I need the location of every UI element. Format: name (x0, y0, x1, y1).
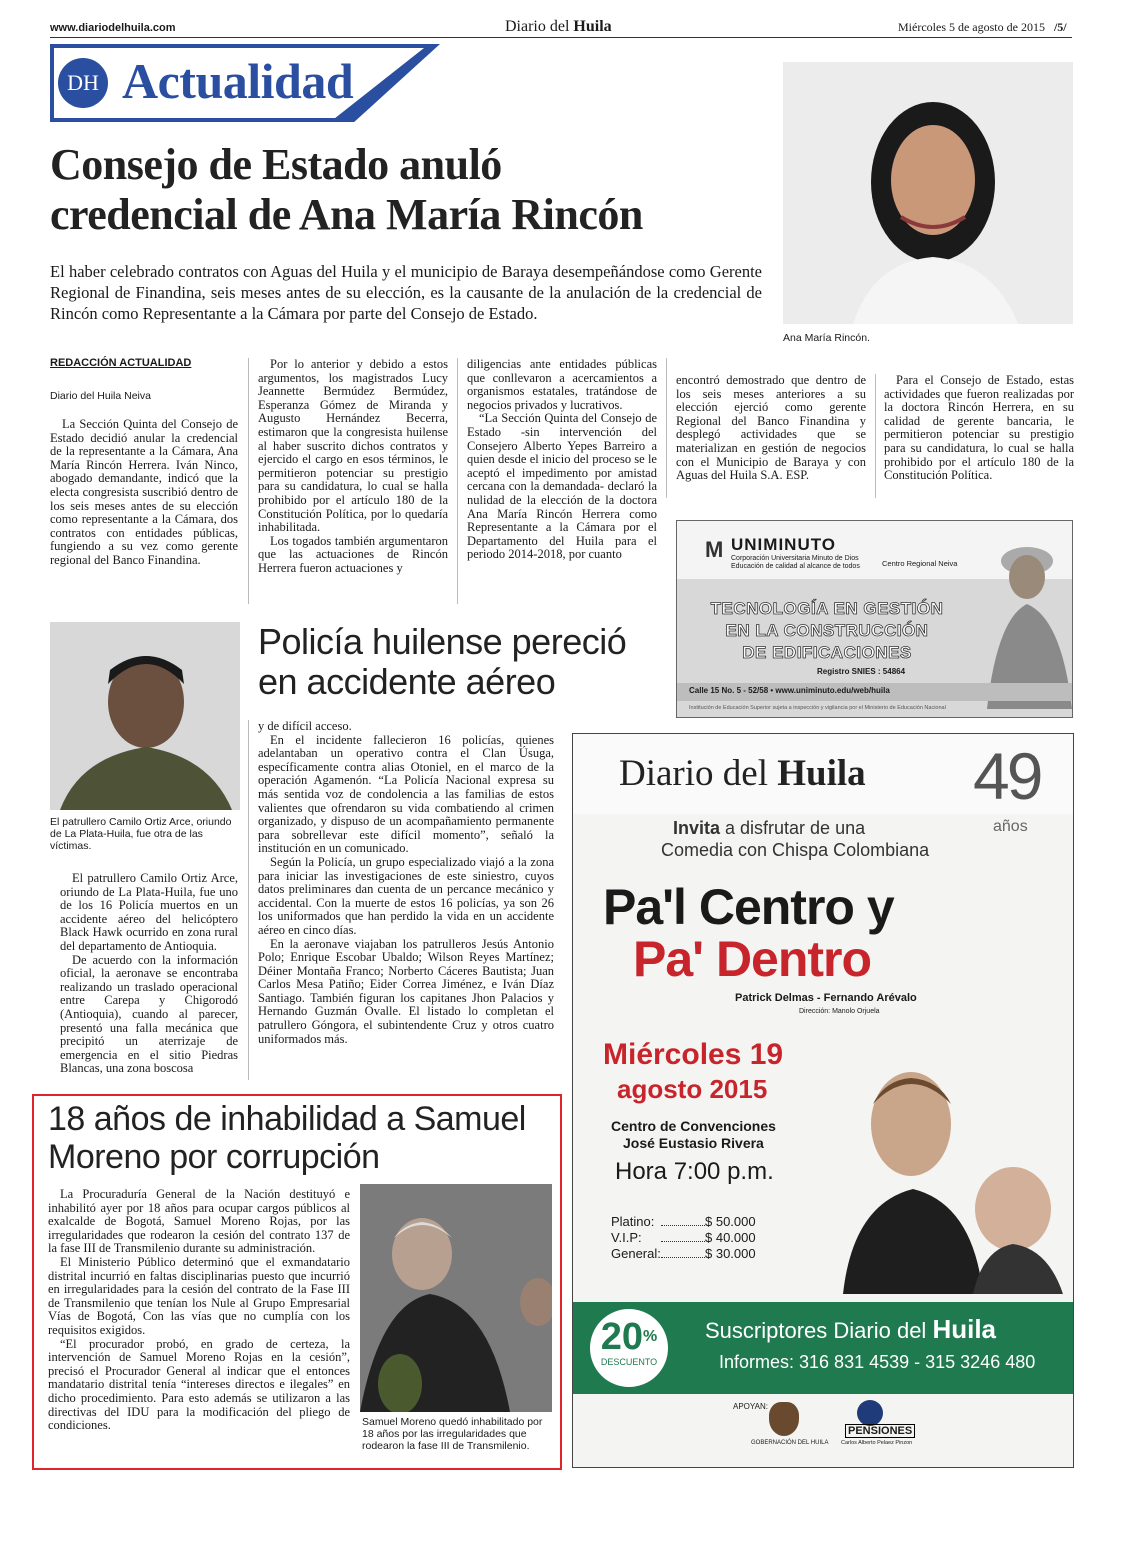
ad-event-cast: Patrick Delmas - Fernando Arévalo (735, 992, 917, 1004)
price-label: Platino: (611, 1214, 655, 1229)
masthead-title-bold: Huila (573, 18, 612, 35)
price-row (611, 1246, 756, 1262)
article1-photo-caption: Ana María Rincón. (783, 332, 870, 344)
ad-event-anniv-num: 49 (973, 739, 1041, 813)
masthead-title-plain: Diario del (505, 18, 574, 35)
discount-pct: % (643, 1328, 658, 1345)
article1-col5 (884, 374, 1074, 483)
uniminuto-line2: EN LA CONSTRUCCIÓN (725, 621, 929, 640)
uniminuto-sub1: Corporación Universitaria Minuto de Dios (731, 555, 859, 562)
article1-dateline: Diario del Huila Neiva (50, 390, 151, 402)
ad-event-invite (673, 818, 865, 839)
samuel-moreno-image (360, 1184, 552, 1412)
price-dots (661, 1241, 705, 1242)
article3-photo (360, 1184, 552, 1412)
pensiones-logo-icon (857, 1400, 883, 1426)
section-logo-text: DH (67, 70, 99, 95)
price-value: $ 30.000 (705, 1246, 756, 1261)
column-rule (875, 374, 876, 498)
ad-uniminuto[interactable] (676, 520, 1073, 718)
article2-col2-first: y de difícil acceso. (258, 719, 352, 733)
column-rule (248, 358, 249, 604)
uniminuto-address[interactable]: Calle 15 No. 5 - 52/58 • www.uniminuto.edu/web/huila (689, 686, 890, 695)
ad-event-subs-bold: Huila (932, 1314, 997, 1344)
worker-image (977, 529, 1072, 709)
price-dots (661, 1257, 705, 1258)
article1-col3-para: “La Sección Quinta del Consejo de Estado -sin intervención del Consejero Alberto Yepes Barreiro a quien desde el inicio del proceso se le aceptó el impedimento por amistad cercana con la demandada- declaró la nulidad de la elección de la doctora Ana María Rincón Herrera como Representante a la Cámara por el Departamento del Huila para el periodo 2014-2018, por cuanto (467, 411, 657, 562)
article1-col4-para: encontró demostrado que dentro de los seis meses anteriores a su elección ejerció como gerente Regional del Banco Finandina y desplegó actividades que se materializan en gestión de negocios con el Municipio de Baraya y con Aguas del Huila S.A. ESP. (676, 373, 866, 483)
price-value: $ 40.000 (705, 1230, 756, 1245)
article3-para: La Procuraduría General de la Nación destituyó e inhabilitó ayer por 18 años para ocupar cargos públicos al exalcalde de Bogotá, Samuel Moreno Rojas, por las irregularidades que rodearon la cesión del contrato 137 de la fase III de Transmilenio durante su administración. (48, 1187, 350, 1256)
article3-headline-line1: 18 años de inhabilidad a Samuel (48, 1100, 526, 1138)
discount-badge (587, 1306, 671, 1390)
ad-event-prices (611, 1214, 756, 1262)
column-rule (666, 358, 667, 498)
article2-col1 (60, 872, 238, 1076)
article1-photo (783, 62, 1073, 324)
article2-col2-para: En el incidente fallecieron 16 policías, quienes adelantaban un operativo contra el Clan Úsuga, específicamente contra alias Otoniel, en el marco de la operación Agamenón. “La Policía Nacional expresa su más sentida voz de condolencia a las familias de estos valientes que ofrendaron su vida combatiendo al crimen organizado, y dispuso de un acompañamiento permanente para sobrellevar este difícil momento”, señaló la institución en un comunicado. (258, 732, 554, 856)
sponsor2: PENSIONES (845, 1424, 915, 1438)
article3-headline (48, 1100, 526, 1176)
column-rule (248, 720, 249, 1080)
price-row (611, 1214, 756, 1230)
uniminuto-line1: TECNOLOGÍA EN GESTIÓN (710, 599, 944, 618)
ad-event-invite-line2: Comedia con Chispa Colombiana (661, 840, 930, 860)
ad-event-venue1: Centro de Convenciones (611, 1118, 776, 1134)
uniminuto-line3: DE EDIFICACIONES (742, 643, 912, 662)
ad-event-subs (705, 1314, 996, 1345)
masthead-title (505, 18, 612, 36)
article1-headline-line1: Consejo de Estado anuló (50, 140, 502, 189)
ad-event[interactable] (572, 733, 1074, 1468)
ad-event-brand-plain: Diario del (619, 753, 778, 794)
masthead-rule (50, 37, 1072, 38)
article1-byline: REDACCIÓN ACTUALIDAD (50, 357, 192, 369)
ad-event-support: APOYAN: (733, 1402, 768, 1411)
ad-event-brand-bold: Huila (777, 753, 866, 794)
article2-headline (258, 622, 626, 702)
page-number: /5/ (1053, 20, 1067, 34)
article2-headline-line1: Policía huilense pereció (258, 621, 627, 662)
patrol-officer-image (50, 622, 240, 810)
ad-event-invite-bold: Invita (673, 818, 721, 838)
article1-col4 (676, 374, 866, 483)
article2-col2 (258, 720, 554, 1046)
ad-event-anniv-word: años (993, 818, 1028, 835)
ad-event-title1: Pa'l Centro y (603, 879, 894, 935)
section-title: Actualidad (122, 53, 354, 109)
ad-event-time: Hora 7:00 p.m. (615, 1158, 774, 1185)
uniminuto-brand: UNIMINUTO (731, 535, 837, 554)
discount-number (590, 1317, 668, 1357)
article3-para: El Ministerio Público determinó que el exmandatario distrital incurrió en faltas disciplinarias puesto que incurrió en irregularidades para la cesión del contrato de la Fase III de Transmilenio que tenían los Nule al Grupo Empresarial Vías de Bogotá, Con las vías que no cumplía con los requisitos exigidos. (48, 1254, 350, 1337)
price-label: V.I.P: (611, 1230, 642, 1245)
article1-headline-line2: credencial de Ana María Rincón (50, 190, 643, 239)
price-row (611, 1230, 756, 1246)
article1-col1-para: La Sección Quinta del Consejo de Estado decidió anular la credencial de la representante a la Cámara, Ana María Rincón Herrera. Iván Ninco, abogado demandante, indicó que la electa congresista suscribió dentro de los seis meses antes de su elección como representante a la Cámara, dos contratos con entidades públicas, fungiendo a su vez como gerente regional del Banco Finandina. (50, 417, 238, 567)
ad-event-director: Dirección: Manolo Orjuela (799, 1008, 880, 1015)
ad-event-phones[interactable]: Informes: 316 831 4539 - 315 3246 480 (719, 1352, 1036, 1372)
uniminuto-logo-icon: M (705, 537, 724, 562)
article2-photo-caption: El patrullero Camilo Ortiz Arce, oriundo de La Plata-Huila, fue otra de las víctimas. (50, 816, 232, 852)
article2-headline-line2: en accidente aéreo (258, 661, 556, 702)
ana-maria-portrait-image (783, 62, 1073, 324)
article3-body (48, 1188, 350, 1433)
article2-col1-para: El patrullero Camilo Ortiz Arce, oriundo de La Plata-Huila, fue uno de los 16 Policía muertos en un accidente aéreo del helicóptero Black Hawk ocurrido en zona rural del departamento de Antioquia. (60, 871, 238, 953)
article1-col5-para: Para el Consejo de Estado, estas actividades que fueron realizadas por la doctora Rincón Herrera, en su calidad de gerente bancaria, le permitieron potenciar su prestigio para su candidatura, lo cual se halla prohibido por el artículo 180 de la Constitución Política. (884, 373, 1074, 483)
uniminuto-center: Centro Regional Neiva (882, 559, 958, 568)
sponsor2-sub: Carlos Alberto Pelaez Pinzon (841, 1440, 913, 1446)
uniminuto-snies: Registro SNIES : 54864 (817, 667, 906, 676)
article1-col2 (258, 358, 448, 576)
article3-photo-caption: Samuel Moreno quedó inhabilitado por 18 años por las irregularidades que rodearon la fase III de Transmilenio. (362, 1416, 543, 1452)
ad-event-date1: Miércoles 19 (603, 1038, 784, 1071)
ad-event-venue2: José Eustasio Rivera (623, 1135, 764, 1151)
actors-image (833, 1034, 1073, 1294)
article1-col3 (467, 358, 657, 562)
article1-headline (50, 140, 643, 240)
article2-photo (50, 622, 240, 810)
discount-value: 20 (600, 1316, 644, 1358)
price-value: $ 50.000 (705, 1214, 756, 1229)
discount-word: DESCUENTO (600, 1357, 658, 1367)
column-rule (457, 358, 458, 604)
uniminuto-sub2: Educación de calidad al alcance de todos (731, 563, 860, 570)
ad-event-brand (619, 752, 866, 795)
article1-col3-para: diligencias ante entidades públicas que conllevaron a acercamientos a organismos estatales, tratándose de negocios privados y lucrativos. (467, 357, 657, 412)
ad-event-date2: agosto 2015 (617, 1074, 768, 1104)
sponsor1: GOBERNACIÓN DEL HUILA (751, 1440, 829, 1446)
price-label: General: (611, 1246, 661, 1261)
article1-col2-para: Por lo anterior y debido a estos argumentos, los magistrados Lucy Jeannette Bermúdez Bermúdez, Esperanza Gómez de Miranda y Augusto Hernández Becerra, estimaron que la congresista huilense al haber suscrito dichos contratos y ejercido el cargo en esos términos, le permitieron potenciar su prestigio para su candidatura, lo cual se halla prohibido por el artículo 180 de la Constitución Política, por lo quedaría inhabilitada. (258, 357, 448, 535)
masthead-date (898, 20, 1067, 35)
article1-lead: El haber celebrado contratos con Aguas del Huila y el municipio de Baraya desempeñándose como Gerente Regional de Finandina, seis meses antes de su elección, es la causante de la anulación de la credencial de Rincón como Representante a la Cámara por parte del Consejo de Estado. (50, 262, 762, 323)
ad-event-invite-rest: a disfrutar de una (720, 818, 866, 838)
ad-event-subs-plain: Suscriptores Diario del (705, 1318, 933, 1343)
article1-col2-para: Los togados también argumentaron que las actuaciones de Rincón Herrera fueron actuaciones y (258, 533, 448, 575)
masthead-date-text: Miércoles 5 de agosto de 2015 (898, 20, 1045, 34)
gobernacion-crest-icon (769, 1402, 799, 1436)
masthead-url[interactable]: www.diariodelhuila.com (50, 22, 176, 34)
article1-col1 (50, 418, 238, 568)
article3-para: “El procurador probó, en grado de certeza, la intervención de Samuel Moreno Rojas en la cesión”, precisó el Procurador General al indicar que el entonces mandatario distrital tenía “intereses directos e ilegales” en dicho procedimiento. Para esto además se utilizaron a las directivas del IDU para la modificación del pliego de condiciones. (48, 1336, 350, 1433)
ad-event-title2: Pa' Dentro (633, 931, 872, 987)
article2-col1-para: De acuerdo con la información oficial, la aeronave se encontraba realizando un traslado operacional entre Carepa y Chigorodó (Antioquia), cuando al parecer, presentó una falla mecánica que precipitó un aterrizaje de emergencia en el sitio Piedras Blancas, una zona boscosa (60, 952, 238, 1076)
section-logo (58, 58, 108, 108)
article3-headline-line2: Moreno por corrupción (48, 1138, 380, 1176)
article2-col2-para: Según la Policía, un grupo especializado viajó a la zona para iniciar las investigaciones de este siniestro, cuyos datos preliminares dan cuenta de un percance mecánico y accidental. Con la muerte de estos 16 policías, ya son 26 los uniformados que han perdido la vida en un accidente aéreo en cinco días. (258, 854, 554, 937)
price-dots (661, 1225, 705, 1226)
article2-col2-para: En la aeronave viajaban los patrulleros Jesús Antonio Polo; Enrique Escobar Ubaldo; Wilson Reyes Martínez; Déiner Montaña Franco; Norberto Cáceres Bautista; Juan Carlos Mesa Patiño; Eider Correa Jiménez, e Iván Díaz Santiago. También figuran los capitanes Jhon Palacios y Hernando Guzmán Ovalle. El listado lo completan el patrullero Góngora, el subintendente Cruz y otros cuatro uniformados más. (258, 936, 554, 1046)
uniminuto-footer: Institución de Educación Superior sujeta a inspección y vigilancia por el Ministerio de Educación Nacional (689, 705, 946, 711)
